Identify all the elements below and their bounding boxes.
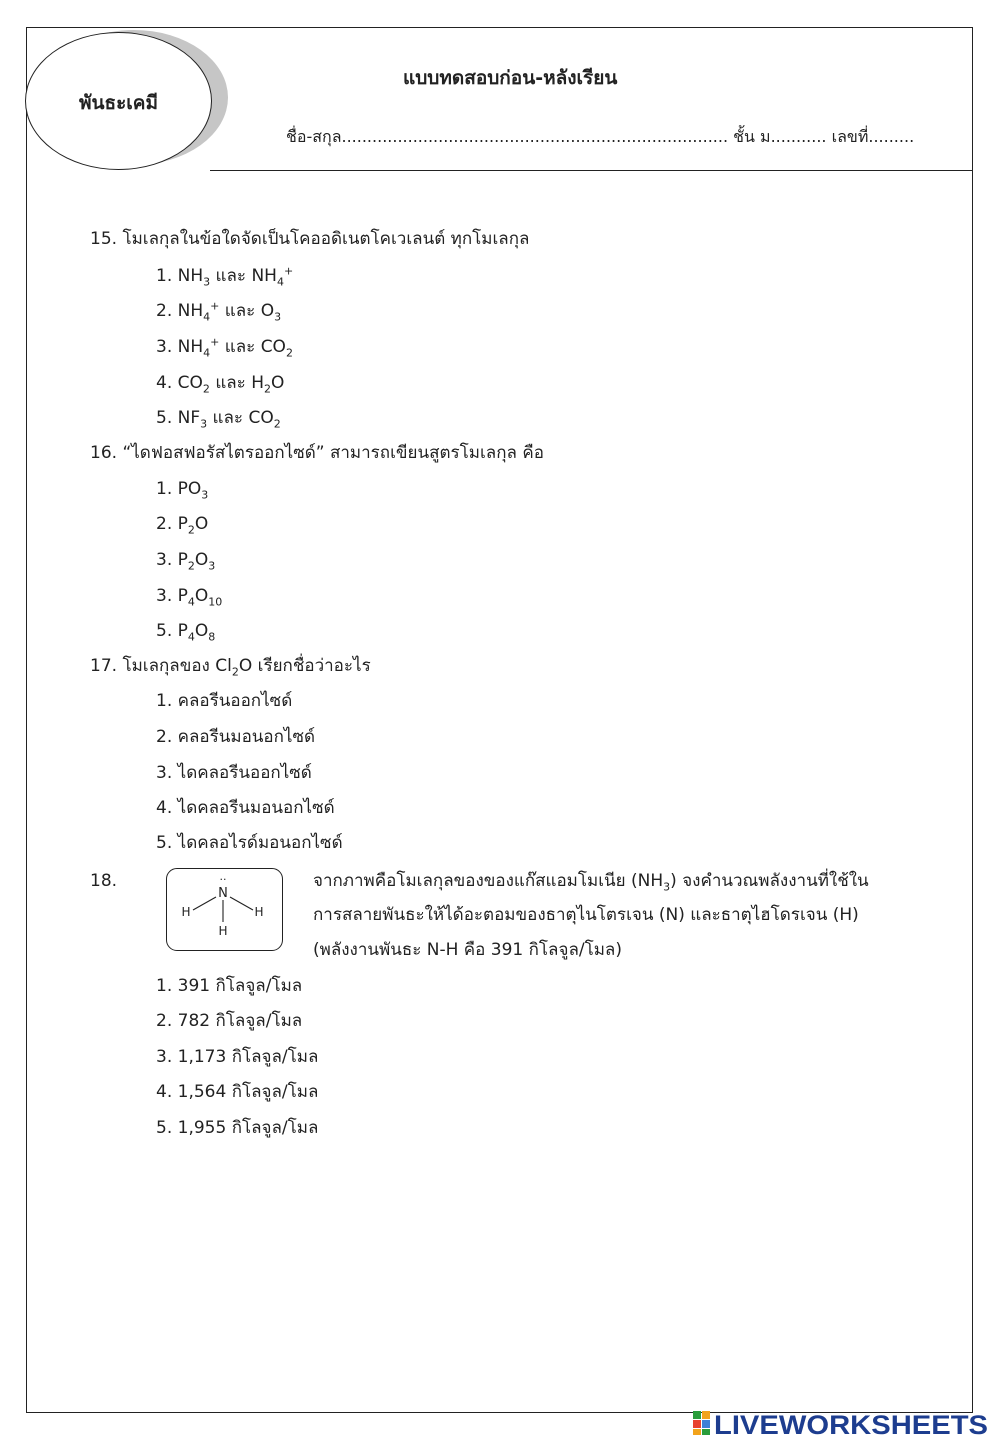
q15-option-5[interactable]: 5. $NF_3$ และ $CO_2$: [156, 408, 281, 431]
q17-option-1[interactable]: 1. คลอรีนออกไซด์: [156, 691, 293, 711]
q18-option-2[interactable]: 2. 782 กิโลจูล/โมล: [156, 1011, 303, 1031]
question-text: “ไดฟอสฟอรัสไตรออกไซด์” สามารถเขียนสูตรโมเลกุล คือ: [122, 443, 544, 463]
question-number: 15.: [90, 229, 118, 249]
q17-option-5[interactable]: 5. ไดคลอไรด์มอนอกไซด์: [156, 833, 343, 853]
question-17: [90, 655, 371, 677]
question-18-number: 18.: [90, 871, 118, 891]
ammonia-structure-icon: [167, 869, 281, 949]
student-info-line: [286, 125, 914, 150]
logo-block: [702, 1429, 710, 1435]
question-number: 17.: [90, 656, 118, 676]
question-text: โมเลกุลในข้อใดจัดเป็นโคออดิเนตโคเวเลนต์ ทุกโมเลกุล: [122, 229, 530, 249]
hydrogen-atom-left: H: [181, 905, 191, 919]
q17-option-4[interactable]: 4. ไดคลอรีนมอนอกไซด์: [156, 798, 335, 818]
q15-option-4[interactable]: 4. $CO_2$ และ $H_2O$: [156, 373, 285, 396]
header-divider: [210, 170, 973, 171]
q18-text-line-2: การสลายพันธะให้ได้อะตอมของธาตุไนโตรเจน (N) และธาตุไฮโดรเจน (H): [313, 905, 859, 925]
q18-option-3[interactable]: 3. 1,173 กิโลจูล/โมล: [156, 1047, 319, 1067]
q18-option-1[interactable]: 1. 391 กิโลจูล/โมล: [156, 976, 303, 996]
logo-block: [702, 1420, 710, 1428]
logo-text: LIVEWORKSHEETS: [714, 1410, 988, 1439]
q17-option-3[interactable]: 3. ไดคลอรีนออกไซด์: [156, 763, 312, 783]
q16-option-3[interactable]: 3. $P_2O_3$: [156, 550, 216, 573]
q18-option-4[interactable]: 4. 1,564 กิโลจูล/โมล: [156, 1082, 319, 1102]
q17-option-2[interactable]: 2. คลอรีนมอนอกไซด์: [156, 727, 316, 747]
q15-option-1[interactable]: 1. $NH_3$ และ $NH_4^+$: [156, 264, 294, 289]
name-label: ชื่อ-สกุล: [286, 127, 342, 146]
ammonia-molecule-diagram: [166, 868, 283, 951]
number-label: เลขที่: [831, 127, 869, 146]
subject-label: พันธะเคมี: [78, 92, 159, 114]
nitrogen-atom: N: [218, 886, 228, 901]
liveworksheets-logo-icon: [692, 1405, 992, 1439]
logo-block: [693, 1420, 701, 1428]
logo-block: [693, 1411, 701, 1419]
hydrogen-atom-right: H: [254, 905, 264, 919]
q16-option-4[interactable]: 3. $P_4O_{10}$: [156, 586, 223, 609]
q18-text-line-3: (พลังงานพันธะ N-H คือ 391 กิโลจูล/โมล): [313, 940, 622, 960]
q16-option-5[interactable]: 5. $P_4O_8$: [156, 621, 216, 644]
q16-option-1[interactable]: 1. $PO_3$: [156, 479, 209, 502]
question-number: 16.: [90, 443, 118, 463]
hydrogen-atom-bottom: H: [218, 924, 228, 938]
q18-option-5[interactable]: 5. 1,955 กิโลจูล/โมล: [156, 1118, 319, 1138]
q16-option-2[interactable]: 2. $P_2O$: [156, 514, 209, 537]
lone-pair: ..: [219, 870, 227, 883]
logo-block: [693, 1429, 701, 1435]
logo-block: [702, 1411, 710, 1419]
liveworksheets-logo[interactable]: [692, 1405, 992, 1439]
number-field[interactable]: .........: [868, 127, 915, 146]
name-field[interactable]: ............................................................................: [341, 127, 729, 146]
question-text: โมเลกุลของ $Cl_2O$ เรียกชื่อว่าอะไร: [122, 656, 371, 679]
question-16: [90, 442, 544, 464]
question-15: [90, 228, 529, 250]
q15-option-2[interactable]: 2. $NH_4^+$ และ $O_3$: [156, 299, 282, 324]
class-label: ชั้น ม: [733, 127, 771, 146]
worksheet-title: แบบทดสอบก่อน-หลังเรียน: [403, 67, 618, 89]
class-field[interactable]: ...........: [770, 127, 827, 146]
q15-option-3[interactable]: 3. $NH_4^+$ และ $CO_2$: [156, 335, 293, 360]
q18-text-line-1: จากภาพคือโมเลกุลของของแก๊สแอมโมเนีย $(NH_3)$ จงคำนวณพลังงานที่ใช้ใน: [313, 871, 869, 894]
